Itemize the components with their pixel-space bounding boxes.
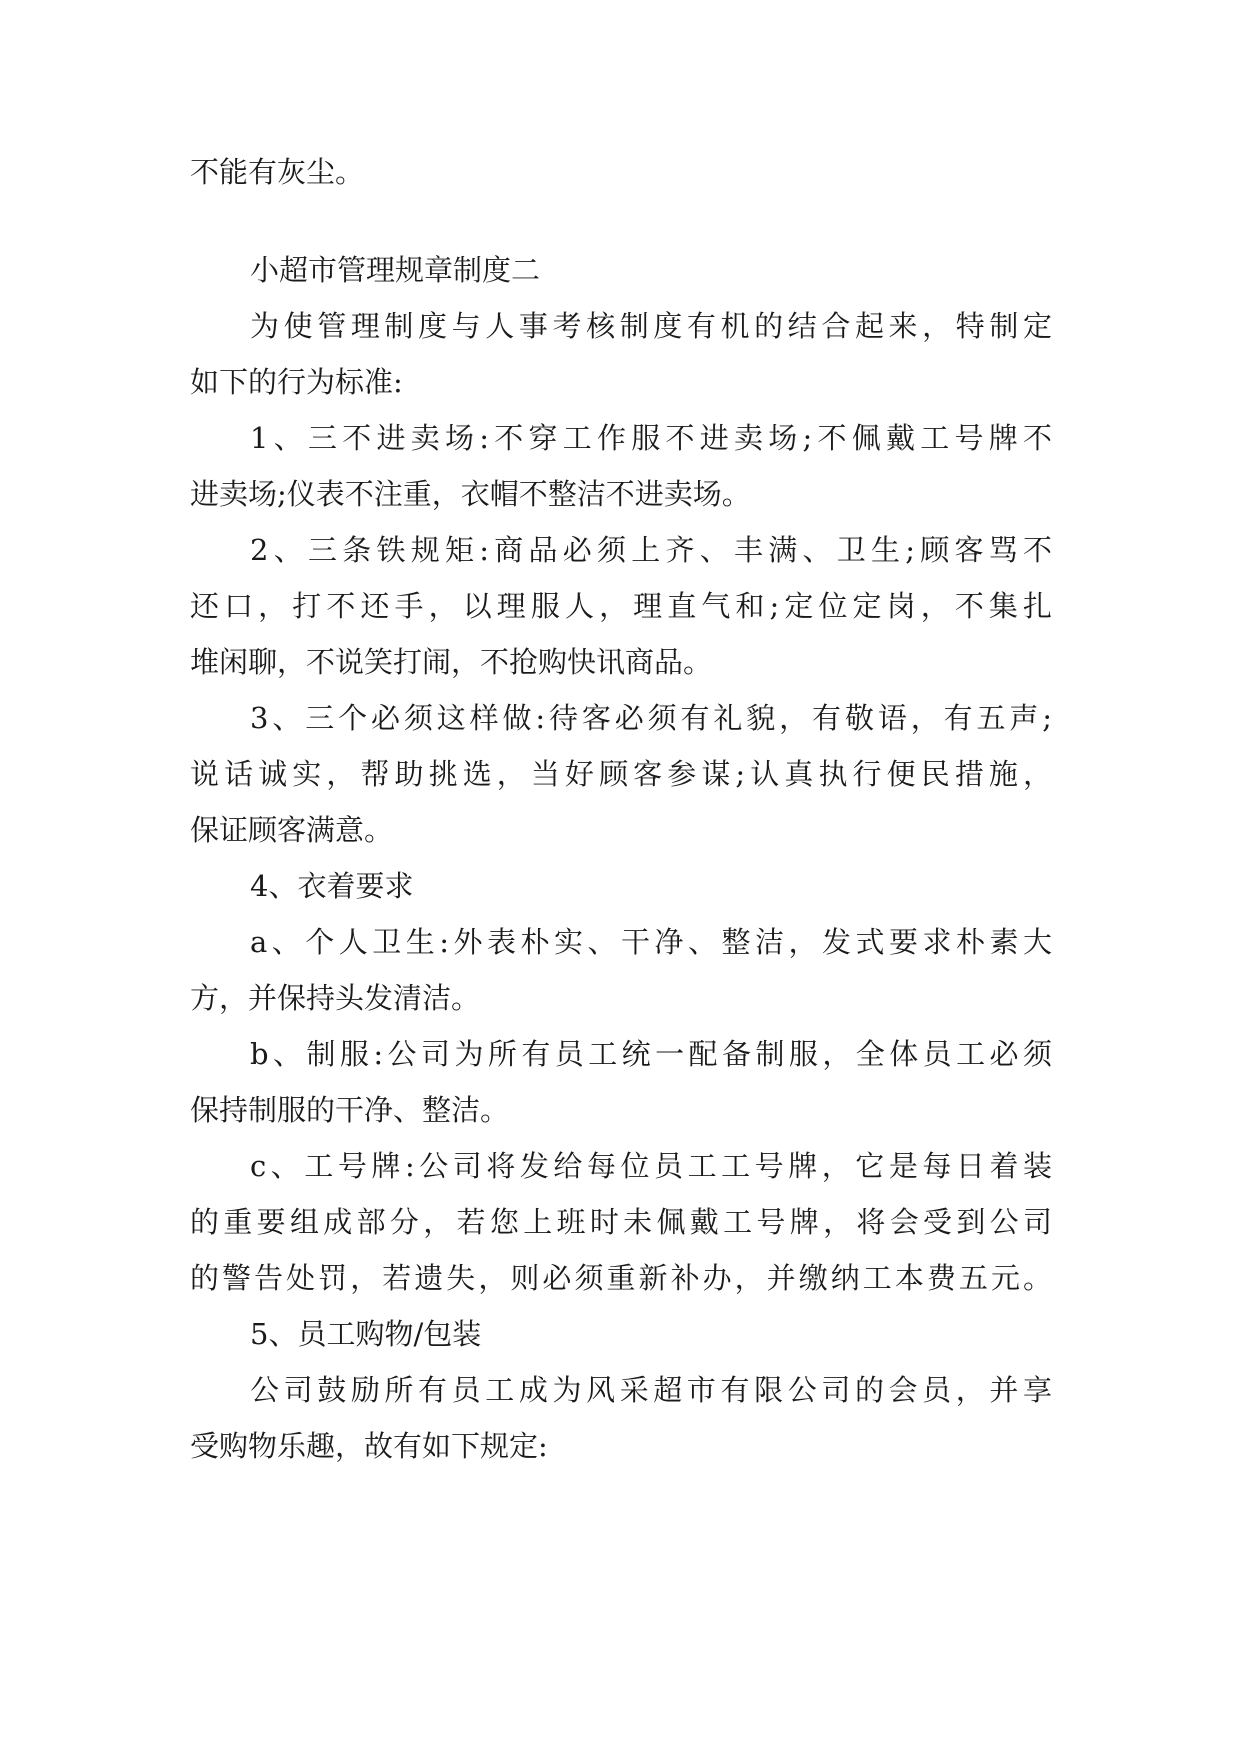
- paragraph-line: b、制服:公司为所有员工统一配备制服，全体员工必须: [250, 1037, 1052, 1071]
- paragraph-line: 保持制服的干净、整洁。: [190, 1093, 510, 1127]
- paragraph-line: 方，并保持头发清洁。: [190, 981, 481, 1015]
- paragraph-line: 4、衣着要求: [250, 869, 414, 903]
- paragraph-line: a、个人卫生:外表朴实、干净、整洁，发式要求朴素大: [250, 925, 1052, 959]
- paragraph-line: 堆闲聊，不说笑打闹，不抢购快讯商品。: [190, 645, 713, 679]
- paragraph-line: 的警告处罚，若遗失，则必须重新补办，并缴纳工本费五元。: [190, 1261, 1052, 1295]
- paragraph-line: 5、员工购物/包装: [250, 1317, 482, 1351]
- paragraph-line: 还口，打不还手，以理服人，理直气和;定位定岗，不集扎: [190, 589, 1052, 623]
- paragraph-line: c、工号牌:公司将发给每位员工工号牌，它是每日着装: [250, 1149, 1052, 1183]
- paragraph-line: 的重要组成部分，若您上班时未佩戴工号牌，将会受到公司: [190, 1205, 1052, 1239]
- paragraph-line: 受购物乐趣，故有如下规定:: [190, 1429, 548, 1463]
- section-title: 小超市管理规章制度二: [250, 253, 541, 287]
- paragraph-line: 1、三不进卖场:不穿工作服不进卖场;不佩戴工号牌不: [250, 421, 1052, 455]
- paragraph-line: 进卖场;仪表不注重，衣帽不整洁不进卖场。: [190, 477, 751, 511]
- paragraph-line: 如下的行为标准:: [190, 365, 403, 399]
- paragraph-line: 不能有灰尘。: [190, 155, 365, 189]
- paragraph-line: 说话诚实，帮助挑选，当好顾客参谋;认真执行便民措施，: [190, 757, 1052, 791]
- paragraph-line: 保证顾客满意。: [190, 813, 394, 847]
- paragraph-line: 3、三个必须这样做:待客必须有礼貌，有敬语，有五声;: [250, 701, 1052, 735]
- paragraph-line: 公司鼓励所有员工成为风采超市有限公司的会员，并享: [250, 1373, 1052, 1407]
- paragraph-line: 2、三条铁规矩:商品必须上齐、丰满、卫生;顾客骂不: [250, 533, 1052, 567]
- paragraph-line: 为使管理制度与人事考核制度有机的结合起来，特制定: [250, 309, 1052, 343]
